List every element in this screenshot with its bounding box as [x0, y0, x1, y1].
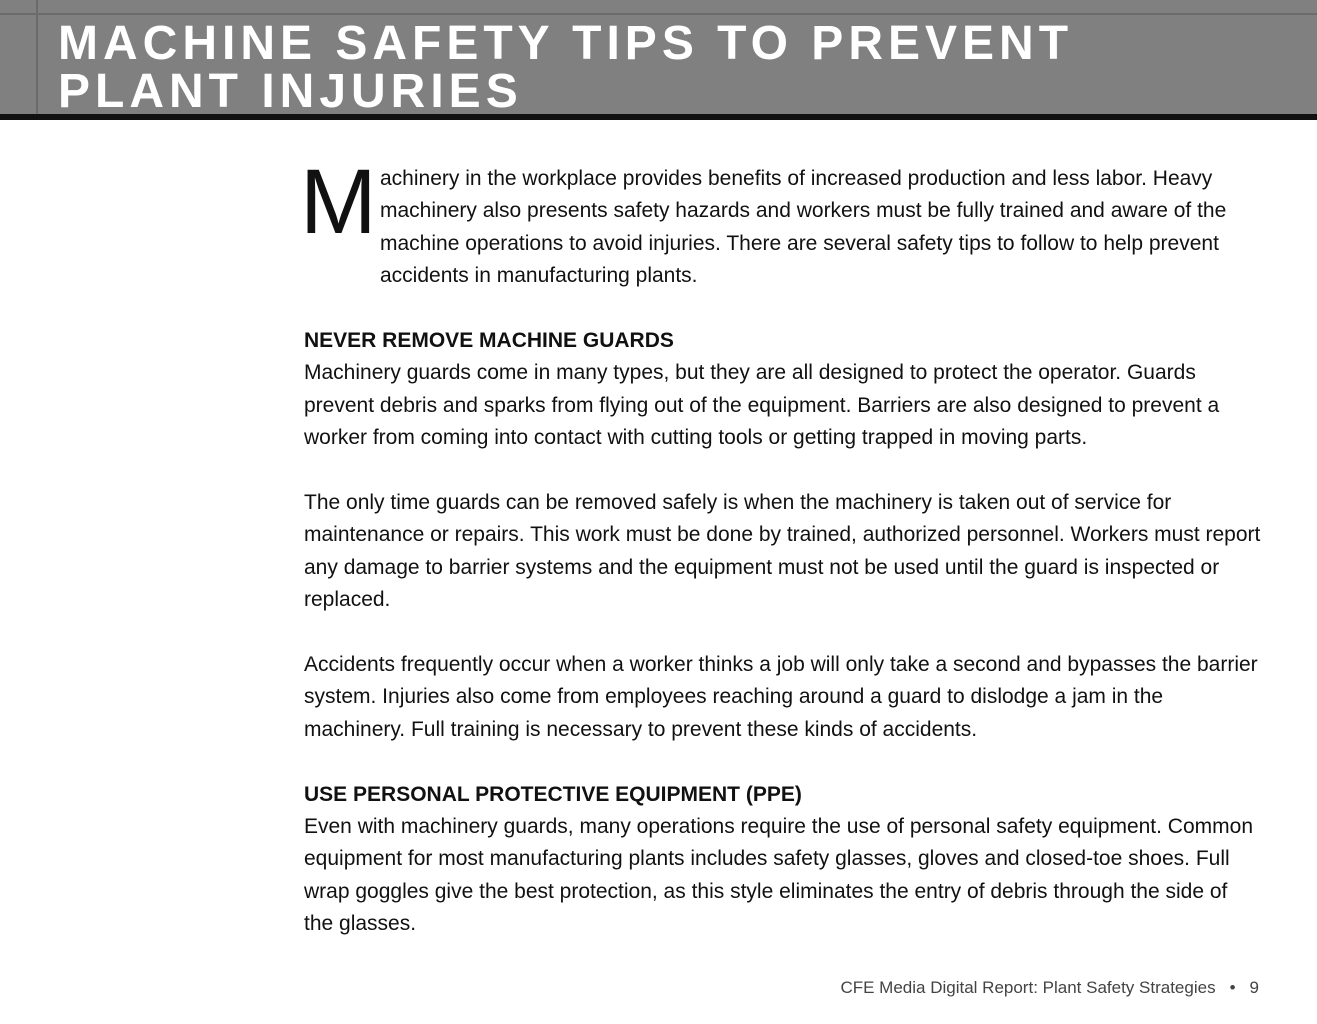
header-band [0, 0, 1317, 120]
article-body [300, 151, 1262, 941]
page-number: 9 [1249, 978, 1259, 997]
header-top-rule [0, 13, 1317, 15]
intro-text: achinery in the workplace provides benefits of increased production and less labor. Heavy machinery also presents safety hazards and workers must be fully trained and aware of the machine operations to avoid injuries. There are several safety tips to follow to help prevent accidents in manufacturing plants. [380, 167, 1227, 288]
page-title-line-2: PLANT INJURIES [58, 65, 523, 118]
header-left-rule [36, 0, 38, 114]
page-footer [840, 978, 1259, 998]
paragraph: Machinery guards come in many types, but they are all designed to protect the operator. Guards prevent debris and sparks from flying out of the equipment. Barriers are also designed to prevent a worker from coming into contact with cutting tools or getting trapped in moving parts. [304, 361, 1220, 450]
paragraph: Even with machinery guards, many operations require the use of personal safety equipment. Common equipment for most manufacturing plants includes safety glasses, gloves and closed-toe shoes. Full wrap goggles give the best protection, as this style eliminates the entry of debris through the side of the glasses. [304, 815, 1253, 936]
section-heading-machine-guards: NEVER REMOVE MACHINE GUARDS [304, 329, 674, 353]
section-heading-ppe: USE PERSONAL PROTECTIVE EQUIPMENT (PPE) [304, 782, 802, 806]
paragraph: The only time guards can be removed safely is when the machinery is taken out of service for maintenance or repairs. This work must be done by trained, authorized personnel. Workers must report any damage to barrier systems and the equipment must not be used until the guard is inspected or replaced. [304, 491, 1261, 612]
intro-paragraph [300, 151, 1262, 293]
page-title-line-1: MACHINE SAFETY TIPS TO PREVENT [58, 17, 1074, 70]
footer-bullet: • [1229, 978, 1236, 997]
page-title [58, 17, 1074, 118]
drop-cap: M [300, 151, 377, 253]
footer-publication: CFE Media Digital Report: Plant Safety Strategies [840, 978, 1216, 997]
paragraph: Accidents frequently occur when a worker thinks a job will only take a second and bypasses the barrier system. Injuries also come from employees reaching around a guard to dislodge a jam in the machinery. Full training is necessary to prevent these kinds of accidents. [304, 653, 1258, 741]
